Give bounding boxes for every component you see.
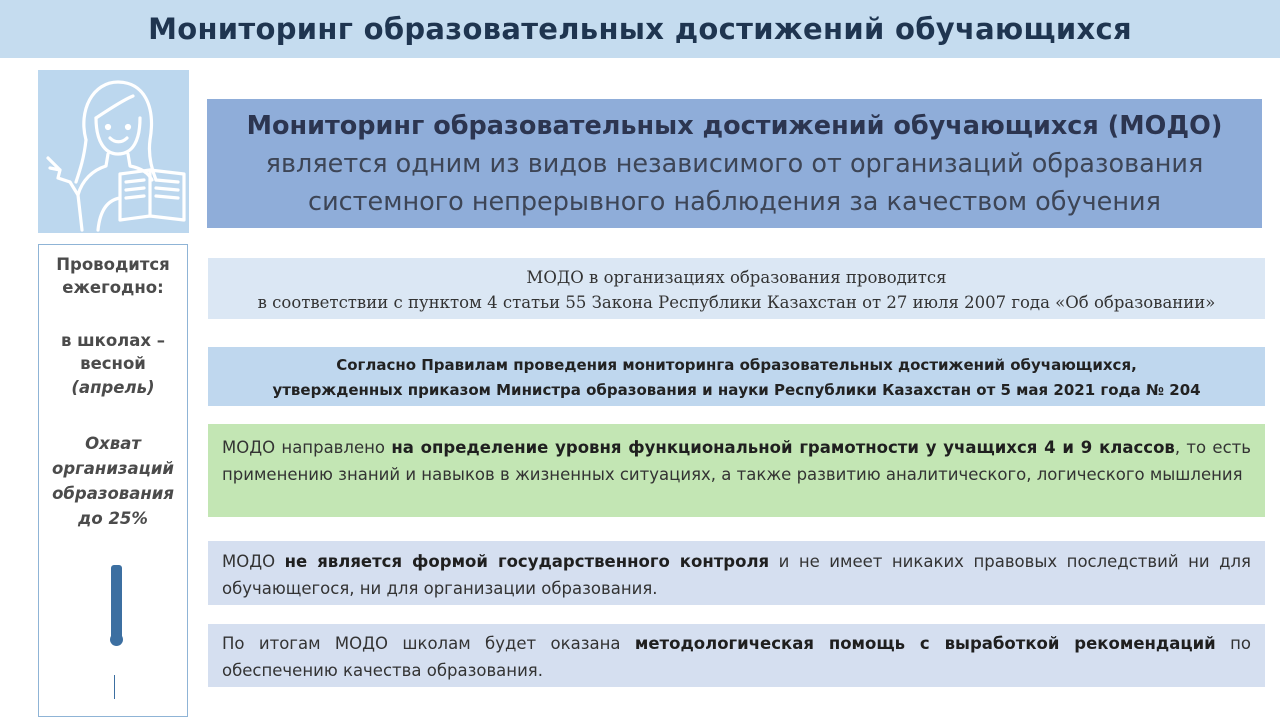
divider (114, 675, 115, 699)
side-text-line: Охват (85, 434, 141, 453)
hero-text: системного непрерывного наблюдения за качеством обучения (308, 186, 1161, 217)
control-note-text: МОДО (222, 552, 285, 571)
hero-definition-banner (207, 99, 1262, 228)
side-text-line: образования (52, 484, 174, 503)
side-text-line: ежегодно: (62, 278, 164, 297)
exclamation-dot-icon (110, 633, 123, 646)
side-text-line: весной (80, 354, 146, 373)
purpose-highlight: на определение уровня функциональной грамотности у учащихся 4 и 9 классов (391, 438, 1175, 457)
side-text-line: до 25% (78, 509, 148, 528)
teacher-icon (38, 70, 189, 233)
purpose-text: , то есть применению знаний и навыков в жизненных ситуациях, а также развитию аналитического, логического мышления (222, 438, 1251, 484)
side-text-line: в школах – (60, 331, 166, 350)
legal-basis-line: в соответствии с пунктом 4 статьи 55 Закона Республики Казахстан от 27 июля 2007 года «Об образовании» (257, 293, 1216, 312)
side-text-line: (апрель) (71, 378, 155, 397)
purpose-box (208, 424, 1265, 517)
purpose-text: МОДО направлено (222, 438, 392, 457)
exclamation-icon (111, 565, 122, 639)
results-box (208, 624, 1265, 687)
rules-box (208, 347, 1265, 406)
hero-heading: Мониторинг образовательных достижений обучающихся (МОДО) (246, 110, 1223, 141)
results-highlight: методологическая помощь с выработкой рекомендаций (634, 634, 1216, 653)
side-text-line: организаций (52, 459, 174, 478)
control-note-highlight: не является формой государственного контроля (284, 552, 770, 571)
rules-line: Согласно Правилам проведения мониторинга образовательных достижений обучающихся, (336, 356, 1137, 374)
page-title: Мониторинг образовательных достижений обучающихся (148, 12, 1132, 46)
legal-basis-box (208, 258, 1265, 319)
teacher-reading-illustration (38, 70, 189, 233)
results-text: По итогам МОДО школам будет оказана (222, 634, 635, 653)
hero-text: является одним из видов независимого от организаций образования (265, 148, 1204, 179)
title-bar (0, 0, 1280, 58)
side-text-line: Проводится (56, 255, 170, 274)
side-info-panel (38, 244, 188, 717)
legal-basis-line: МОДО в организациях образования проводится (526, 268, 947, 287)
control-note-text: и не имеет никаких правовых последствий ни для обучающегося, ни для организации образования. (222, 552, 1251, 598)
control-note-box (208, 541, 1265, 605)
results-text: по обеспечению качества образования. (222, 634, 1251, 680)
rules-line: утвержденных приказом Министра образования и науки Республики Казахстан от 5 мая 2021 года № 204 (272, 381, 1201, 399)
